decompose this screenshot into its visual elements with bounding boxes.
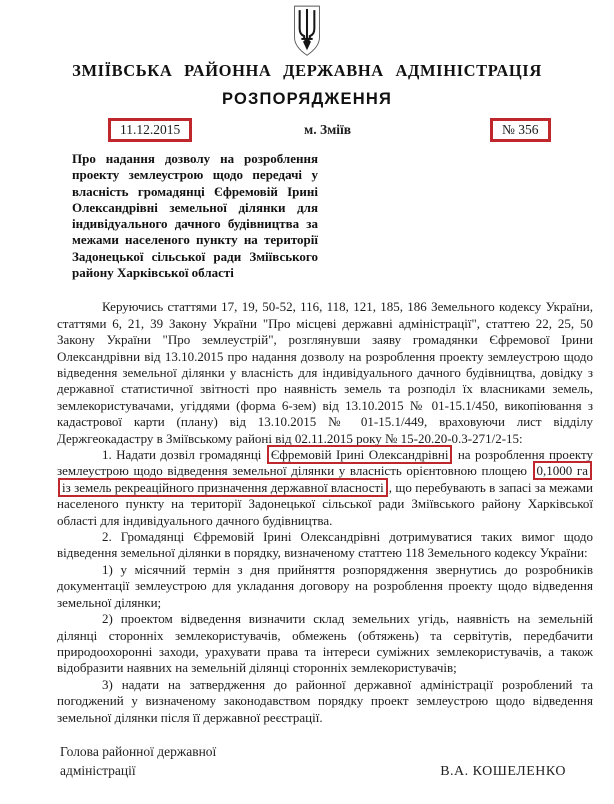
ukraine-trident-emblem: [289, 5, 325, 57]
document-body: [57, 299, 593, 726]
document-number: № 356: [502, 122, 539, 137]
inline-highlight-box: із земель рекреаційного призначення державної власності: [58, 478, 388, 497]
paragraph-text: 1. Надати дозвіл громадянці: [102, 447, 266, 463]
item-2-subitem-1: 1) у місячний термін з дня прийняття розпорядження звернутись до розробників документації землеустрою для укладання договору на розроблення проекту щодо відведення земельної ділянки;: [57, 561, 593, 610]
date-row: [0, 118, 614, 144]
inline-highlight-box: 0,1000 га: [533, 461, 592, 480]
item-1-paragraph: [57, 447, 593, 529]
date-highlight-box: [108, 118, 192, 142]
document-date: 11.12.2015: [120, 122, 181, 137]
signer-position: Голова районної державної адміністрації: [60, 743, 217, 778]
item-2-subitem-2: 2) проектом відведення визначити склад земельних угідь, наявність на земельній ділянці сторонніх землекористувачів, обмежень (обтяжень) та сервітутів, передбачити природоохоронні заходи, урахувати права та інтереси суміжних землекористувачів, а також відобразити наявних на земельній ділянці сторонніх землекористувачів;: [57, 611, 593, 676]
signature-block: [60, 742, 566, 780]
document-subject: Про надання дозволу на розроблення проекту землеустрою щодо передачі у власність громадянці Єфремовій Ірині Олександрівні земельної ділянки для індивідуального дачного будівництва за межами населеного пункту на території Задонецької сільської ради Зміївського району Харківської області: [72, 151, 318, 281]
paragraph-text: на розроблення проекту землеустрою щодо відведення земельної ділянки у власність орієнтовною площею: [57, 447, 593, 479]
item-2-paragraph: 2. Громадянці Єфремовій Ірині Олександрівні дотримуватися таких вимог щодо відведення земельної ділянки в порядку, визначеному статтею 118 Земельного кодексу України:: [57, 529, 593, 561]
inline-highlight-box: Єфремовій Ірині Олександрівні: [267, 445, 453, 464]
item-2-subitem-3: 3) надати на затвердження до районної державної адміністрації розроблений та погоджений у визначеному законодавством порядку проект землеустрою щодо відведення земельної ділянки після її державної реєстрації.: [57, 676, 593, 725]
number-highlight-box: [490, 118, 551, 142]
organization-name: ЗМІЇВСЬКА РАЙОННА ДЕРЖАВНА АДМІНІСТРАЦІЯ: [72, 61, 542, 80]
signer-name: В.А. КОШЕЛЕНКО: [440, 763, 566, 779]
document-type-title: РОЗПОРЯДЖЕННЯ: [221, 90, 393, 108]
document-place: м. Зміїв: [304, 122, 352, 137]
paragraph-text: , що перебувають в запасі за межами населеного пункту на території Задонецької сільської ради Зміївського району Харківської області для індивідуального дачного будівництва.: [57, 479, 593, 528]
preamble-paragraph: Керуючись статтями 17, 19, 50-52, 116, 118, 121, 185, 186 Земельного кодексу України, статтями 6, 21, 39 Закону України "Про місцеві державні адміністрації", статтею 22, 25, 50 Закону України "Про землеустрій", розглянувши заяву громадянки Єфремової Ірини Олександрівни від 13.10.2015 про надання дозволу на розроблення проекту землеустрою щодо відведення земельної ділянки у власність для індивідуального дачного будівництва, довідку з державної статистичної звітності про наявність земель та розподіл їх власниками земель, землекористувачами, угіддями (форма 6-зем) від 13.10.2015 № 01-15.1/450, викопіювання з кадастрової карти (плану) від 13.10.2015 № 01-15.1/449, враховуючи лист відділу Держгеокадастру в Зміївському районі від 02.11.2015 року № 15-20.20-0.3-271/2-15:: [57, 299, 593, 446]
